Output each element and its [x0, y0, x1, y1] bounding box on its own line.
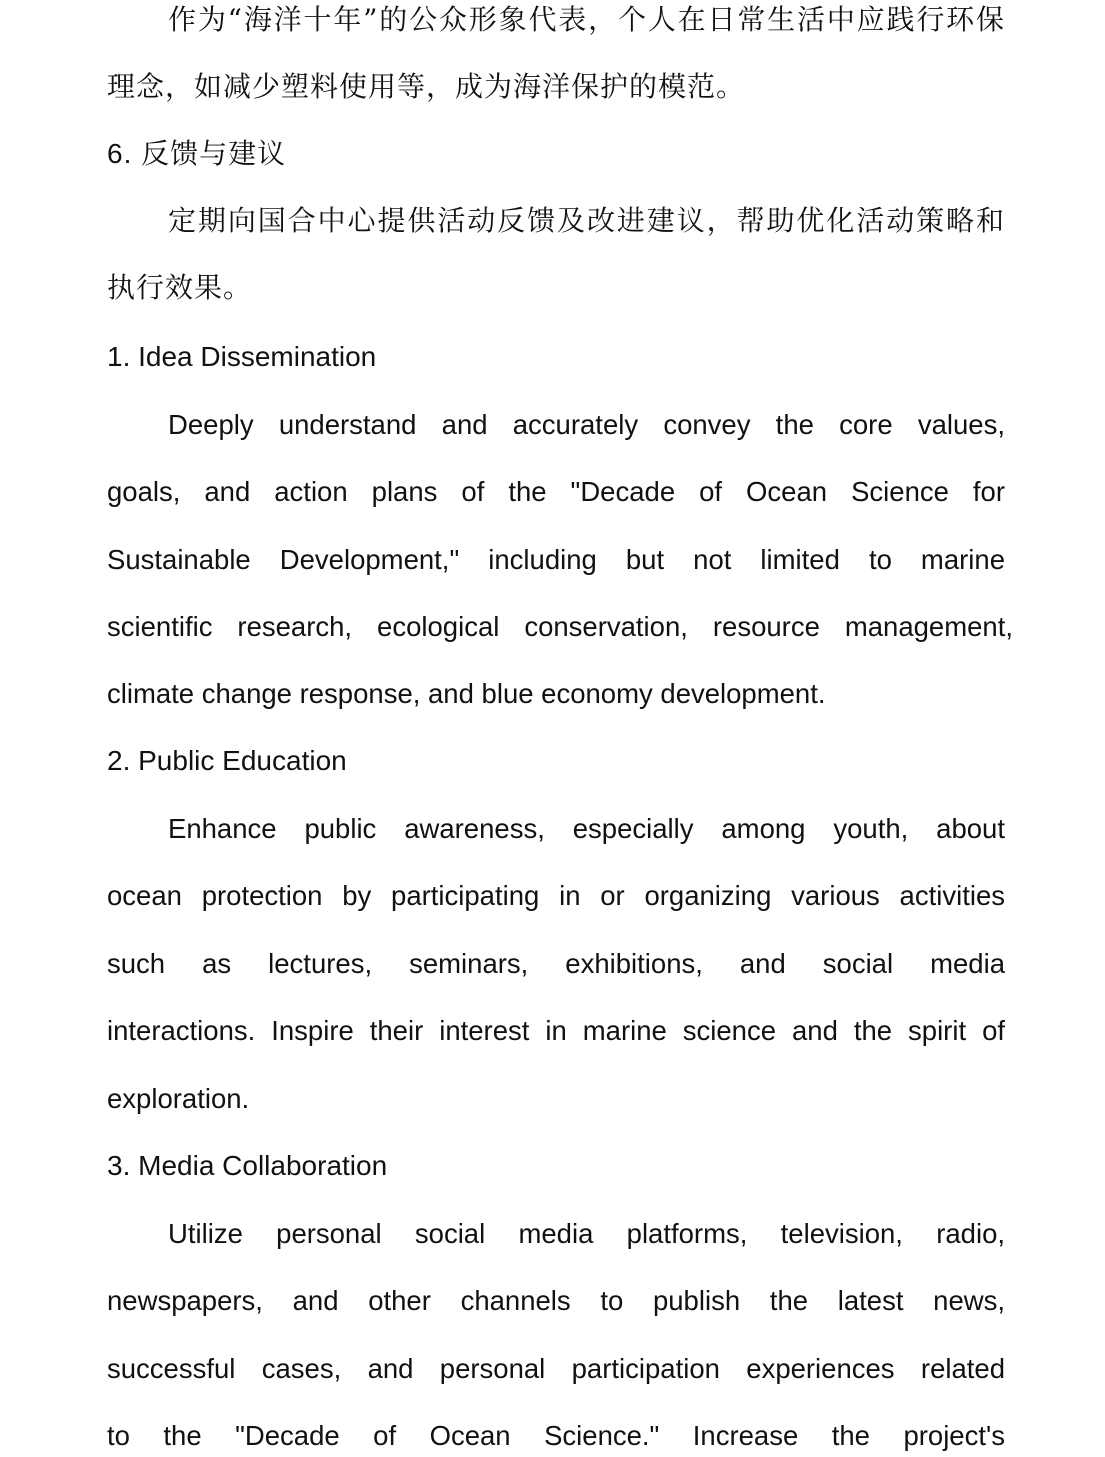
paragraph-line: such as lectures, seminars, exhibitions, and social media — [107, 948, 1005, 979]
section-heading-media-collaboration: 3. Media Collaboration — [107, 1150, 388, 1181]
paragraph-line: 作为“海洋十年”的公众形象代表，个人在日常生活中应践行环保 — [168, 3, 1005, 36]
paragraph-line: newspapers, and other channels to publish the latest news, — [107, 1285, 1005, 1316]
paragraph-line: climate change response, and blue economy development. — [107, 678, 826, 709]
paragraph-line: 定期向国合中心提供活动反馈及改进建议，帮助优化活动策略和 — [168, 204, 1005, 237]
section-heading-feedback: 6. 反馈与建议 — [107, 138, 287, 169]
paragraph-line: 执行效果。 — [107, 271, 253, 304]
paragraph-line: goals, and action plans of the "Decade of Ocean Science for — [107, 476, 1005, 507]
paragraph-line: to the "Decade of Ocean Science." Increase the project's — [107, 1420, 1005, 1451]
paragraph-line: exploration. — [107, 1083, 250, 1114]
paragraph-line: 理念，如减少塑料使用等，成为海洋保护的模范。 — [107, 70, 746, 103]
paragraph-line: Sustainable Development," including but not limited to marine — [107, 544, 1005, 575]
paragraph-line: Utilize personal social media platforms, television, radio, — [168, 1218, 1005, 1249]
paragraph-line: interactions. Inspire their interest in marine science and the spirit of — [107, 1015, 1005, 1046]
paragraph-line: successful cases, and personal participation experiences related — [107, 1353, 1005, 1384]
section-heading-public-education: 2. Public Education — [107, 745, 347, 776]
paragraph-line: ocean protection by participating in or organizing various activities — [107, 880, 1005, 911]
paragraph-line: Deeply understand and accurately convey the core values, — [168, 409, 1005, 440]
paragraph-line: Enhance public awareness, especially among youth, about — [168, 813, 1005, 844]
section-heading-idea-dissemination: 1. Idea Dissemination — [107, 341, 377, 372]
paragraph-line: scientific research, ecological conservation, resource management, — [107, 611, 1013, 642]
